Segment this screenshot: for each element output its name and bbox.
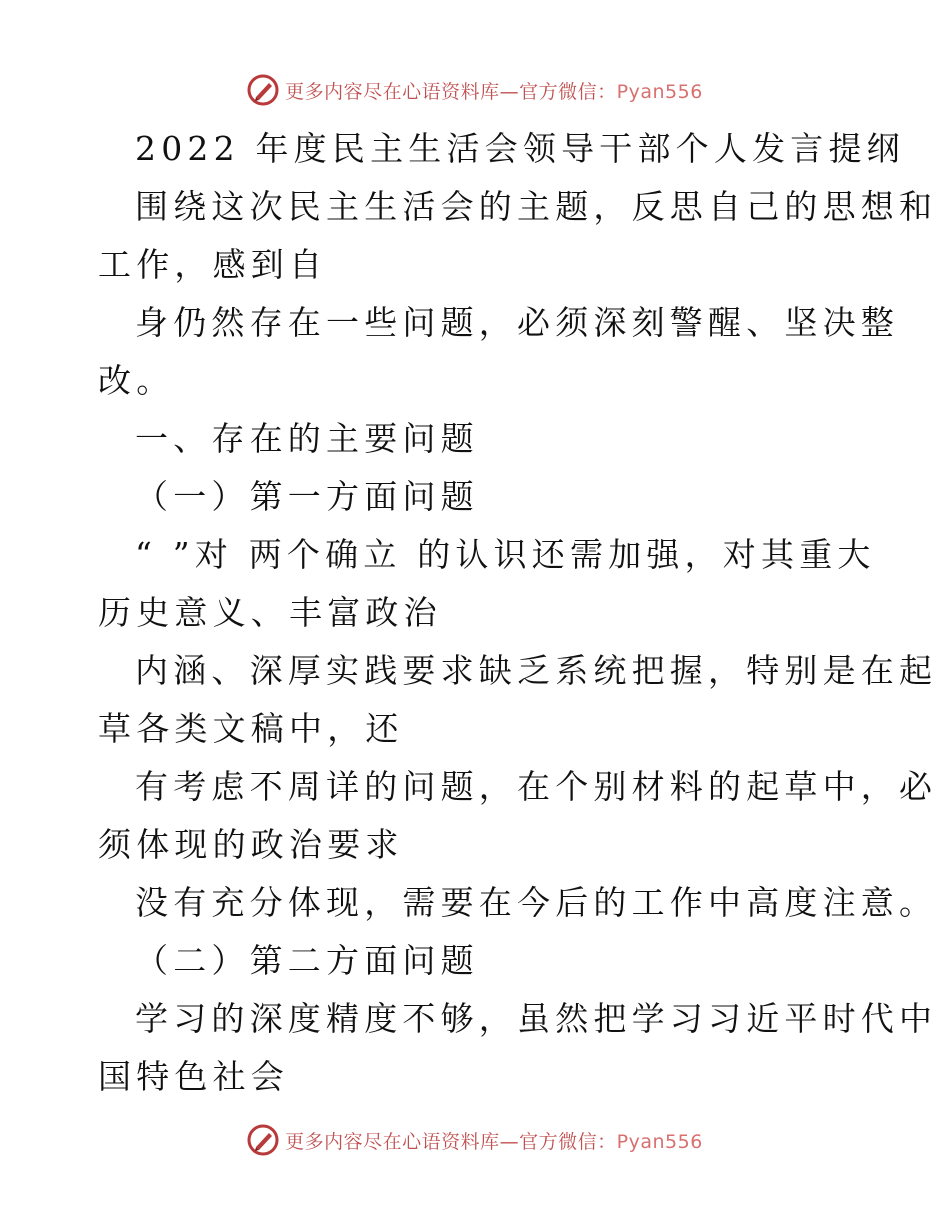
section-heading: 一、存在的主要问题 [135, 419, 479, 458]
paragraph-line: “ ”对 两个确立 的认识还需加强，对其重大 [135, 535, 876, 574]
header-banner [0, 70, 950, 110]
paragraph-line: 草各类文稿中，还 [98, 709, 404, 748]
paragraph-line: 改。 [98, 361, 175, 400]
paragraph-line: 工作，感到自 [98, 245, 328, 284]
doc-title: 2022 年度民主生活会领导干部个人发言提纲 [135, 129, 905, 168]
paragraph-line: 身仍然存在一些问题，必须深刻警醒、坚决整 [135, 303, 899, 342]
paragraph-line: 有考虑不周详的问题，在个别材料的起草中，必 [135, 767, 938, 806]
subsection-heading: （二）第二方面问题 [135, 941, 479, 980]
paragraph-line: 内涵、深厚实践要求缺乏系统把握，特别是在起 [135, 651, 938, 690]
paragraph-line: 学习的深度精度不够，虽然把学习习近平时代中 [135, 999, 938, 1038]
banner-caption: 更多内容尽在心语资料库—官方微信： [285, 1130, 617, 1153]
paragraph-line: 历史意义、丰富政治 [98, 593, 442, 632]
paragraph-line: 国特色社会 [98, 1057, 289, 1096]
banner-wechat-id: Pyan556 [616, 1130, 703, 1153]
banner-caption: 更多内容尽在心语资料库—官方微信： [285, 80, 617, 103]
paragraph-line: 围绕这次民主生活会的主题，反思自己的思想和 [135, 187, 938, 226]
banner-text [285, 77, 703, 104]
footer-banner [0, 1120, 950, 1160]
paragraph-line: 须体现的政治要求 [98, 825, 404, 864]
banner-wechat-id: Pyan556 [616, 80, 703, 103]
subsection-heading: （一）第一方面问题 [135, 477, 479, 516]
pen-logo-icon [247, 1124, 279, 1156]
banner-text [285, 1127, 703, 1154]
paragraph-line: 没有充分体现，需要在今后的工作中高度注意。 [135, 883, 938, 922]
pen-logo-icon [247, 74, 279, 106]
